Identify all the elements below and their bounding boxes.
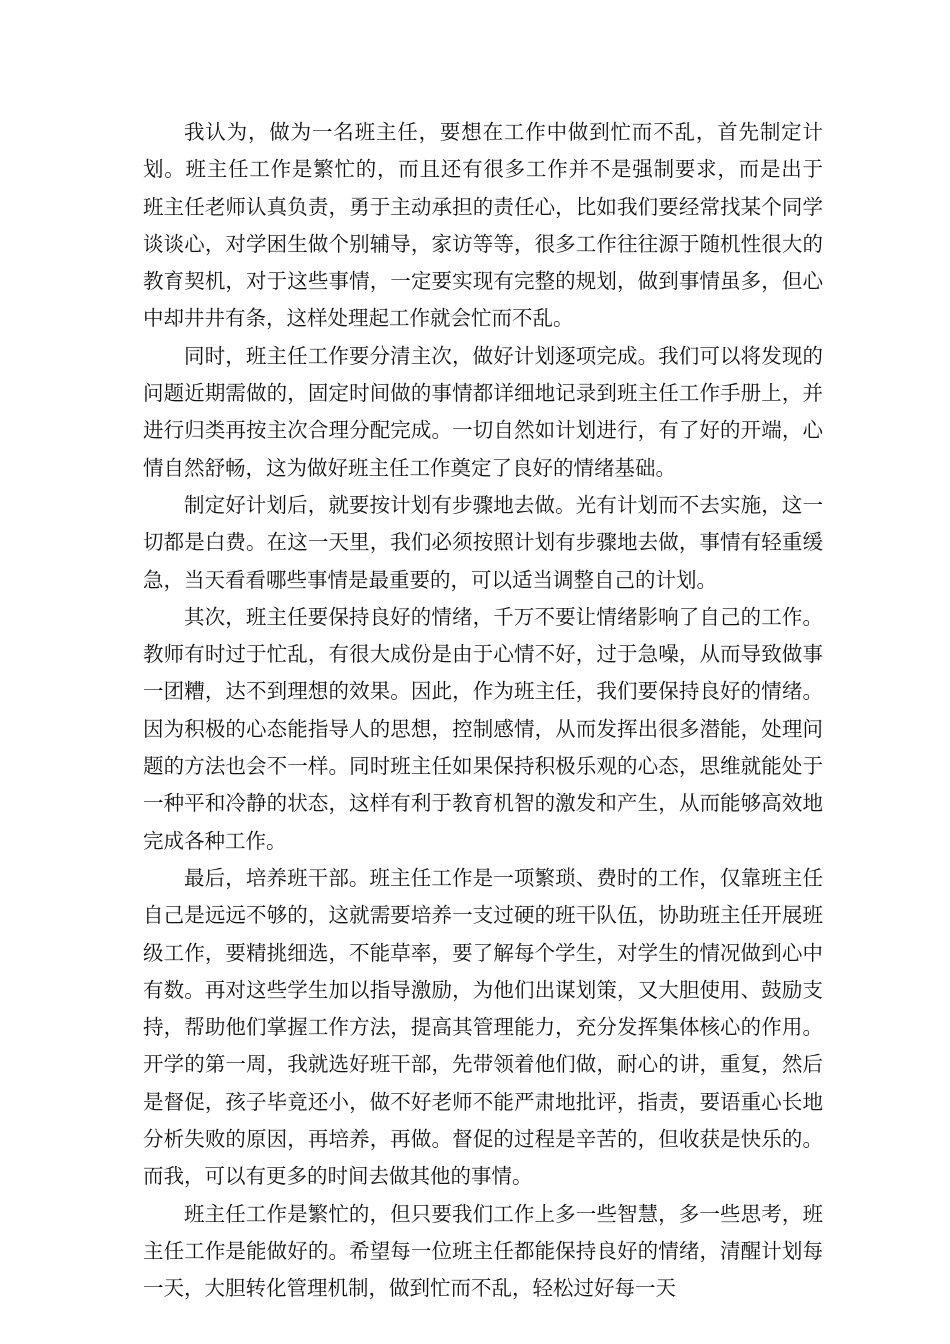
paragraph-4: 其次，班主任要保持良好的情绪，千万不要让情绪影响了自己的工作。教师有时过于忙乱，有很大成份是由于心情不好，过于急噪，从而导致做事一团糟，达不到理想的效果。因此，作为班主任，我们要保持良好的情绪。因为积极的心态能指导人的思想，控制感情，从而发挥出很多潜能，处理问题的方法也会不一样。同时班主任如果保持积极乐观的心态，思维就能处于一种平和冷静的状态，这样有利于教育机智的激发和产生，从而能够高效地完成各种工作。 xyxy=(143,604,823,853)
paragraph-3: 制定好计划后，就要按计划有步骤地去做。光有计划而不去实施，这一切都是白费。在这一天里，我们必须按照计划有步骤地去做，事情有轻重缓急，当天看看哪些事情是最重要的，可以适当调整自己的计划。 xyxy=(143,492,823,592)
paragraph-5: 最后，培养班干部。班主任工作是一项繁琐、费时的工作，仅靠班主任自己是远远不够的，这就需要培养一支过硬的班干队伍，协助班主任开展班级工作，要精挑细选，不能草率，要了解每个学生，对学生的情况做到心中有数。再对这些学生加以指导激励，为他们出谋划策，又大胆使用、鼓励支持，帮助他们掌握工作方法，提高其管理能力，充分发挥集体核心的作用。开学的第一周，我就选好班干部，先带领着他们做，耐心的讲，重复，然后是督促，孩子毕竟还小，做不好老师不能严肃地批评，指责，要语重心长地分析失败的原因，再培养，再做。督促的过程是辛苦的，但收获是快乐的。而我，可以有更多的时间去做其他的事情。 xyxy=(143,865,823,1189)
paragraph-1: 我认为，做为一名班主任，要想在工作中做到忙而不乱，首先制定计划。班主任工作是繁忙的，而且还有很多工作并不是强制要求，而是出于 班主任老师认真负责，勇于主动承担的责任心，比如我们要经常找某个同学谈谈心，对学困生做个别辅导，家访等等，很多工作往往源于随机性很大的教育契机，对于这些事情，一定要实现有完整的规划，做到事情虽多，但心中却井井有条，这样处理起工作就会忙而不乱。 xyxy=(143,120,823,331)
document-page xyxy=(143,114,823,1308)
paragraph-6: 班主任工作是繁忙的，但只要我们工作上多一些智慧，多一些思考，班主任工作是能做好的。希望每一位班主任都能保持良好的情绪，清醒计划每一天，大胆转化管理机制，做到忙而不乱，轻松过好每一天 xyxy=(143,1201,823,1301)
paragraph-2: 同时，班主任工作要分清主次，做好计划逐项完成。我们可以将发现的问题近期需做的，固定时间做的事情都详细地记录到班主任工作手册上，并进行归类再按主次合理分配完成。一切自然如计划进行，有了好的开端，心情自然舒畅，这为做好班主任工作奠定了良好的情绪基础。 xyxy=(143,343,823,480)
